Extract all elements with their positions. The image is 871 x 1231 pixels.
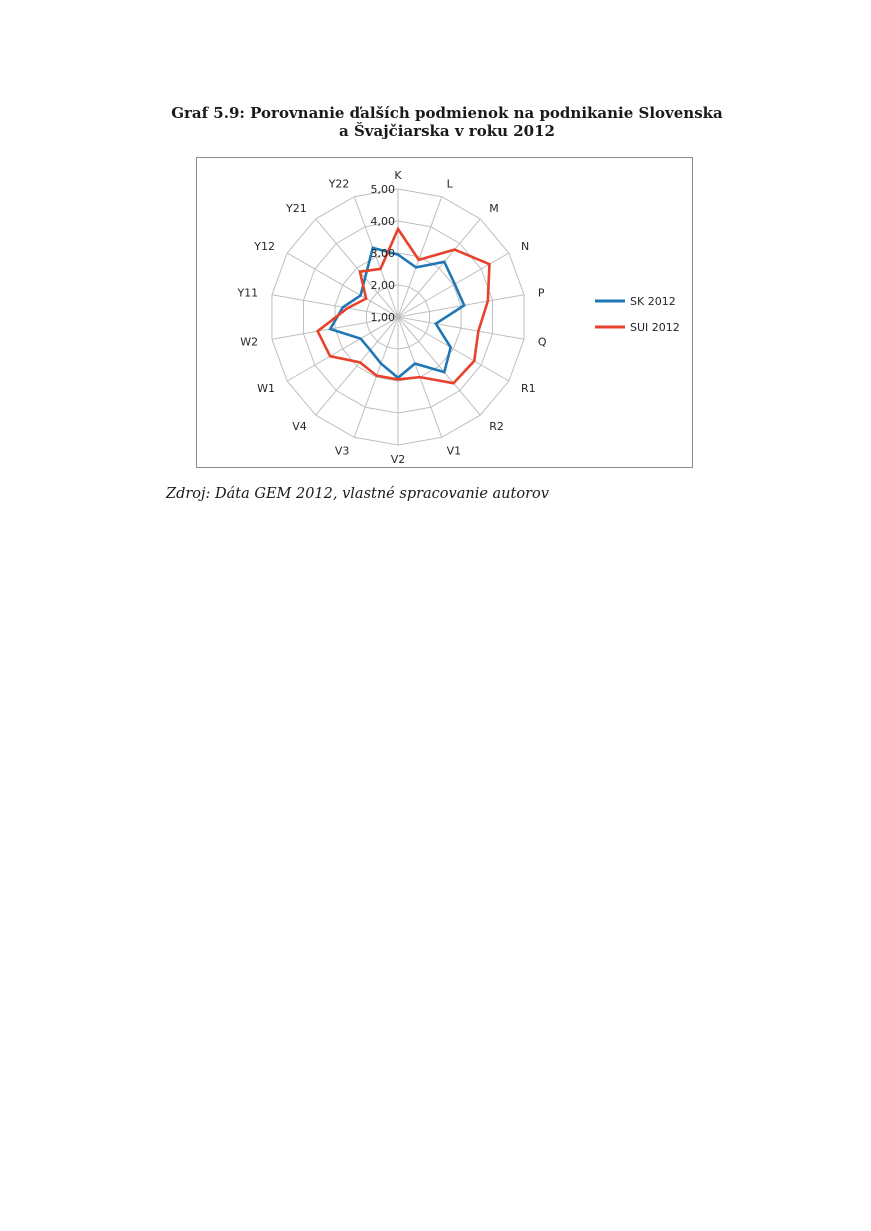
figure-title-line1: Graf 5.9: Porovnanie ďalších podmienok na podnikanie Slovenska xyxy=(171,104,723,122)
r-tick-label: 4,00 xyxy=(370,215,395,228)
source-note: Zdroj: Dáta GEM 2012, vlastné spracovanie autorov xyxy=(166,486,549,502)
grid-spoke xyxy=(398,197,442,317)
radar-chart xyxy=(197,158,694,469)
category-label: V4 xyxy=(292,419,307,433)
category-label: M xyxy=(489,202,499,216)
radar-chart-frame xyxy=(196,157,693,468)
r-tick-label: 1,00 xyxy=(370,311,395,324)
legend-label: SUI 2012 xyxy=(630,321,680,334)
category-label: L xyxy=(446,177,453,191)
category-label: W2 xyxy=(240,335,259,349)
category-label: R2 xyxy=(489,419,504,433)
r-tick-label: 2,00 xyxy=(370,279,395,292)
r-tick-label: 5,00 xyxy=(370,183,395,196)
category-label: N xyxy=(520,240,530,253)
category-label: Y11 xyxy=(237,286,259,300)
category-label: R1 xyxy=(520,382,536,395)
category-label: Q xyxy=(537,335,547,349)
figure-title-line2: a Švajčiarska v roku 2012 xyxy=(339,122,555,140)
grid-spoke xyxy=(398,219,480,317)
category-label: V1 xyxy=(446,444,462,458)
category-label: P xyxy=(537,286,545,300)
category-label: Y21 xyxy=(286,202,307,216)
legend-label: SK 2012 xyxy=(630,295,676,308)
category-label: V3 xyxy=(334,444,350,458)
figure-caption xyxy=(100,104,794,140)
category-label: Y12 xyxy=(254,240,276,253)
r-tick-label: 3,00 xyxy=(370,247,395,260)
category-label: W1 xyxy=(257,382,276,395)
category-label: V2 xyxy=(390,453,406,466)
category-label: K xyxy=(394,169,402,182)
category-label: Y22 xyxy=(328,177,350,191)
legend xyxy=(595,295,680,334)
